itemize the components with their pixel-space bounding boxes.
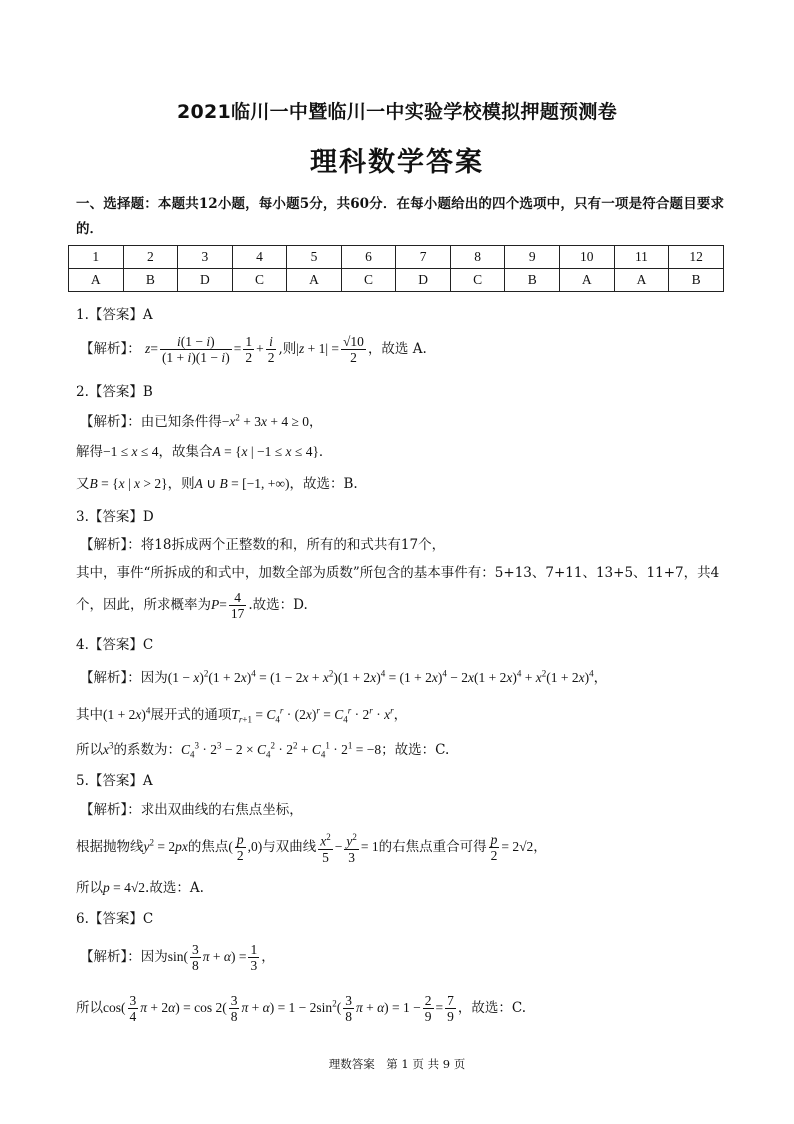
math-fraction: $\frac{3}{8}$ xyxy=(230,993,238,1024)
q2-answer: 2.【答案】B xyxy=(76,384,153,400)
math-expr: $(1 + 2x)^4$ xyxy=(103,705,151,722)
q2-line2: 解得−1 ≤ x ≤ 4，故集合A = {x | −1 ≤ x ≤ 4}． xyxy=(76,444,333,460)
table-cell: 8 xyxy=(450,246,505,269)
table-cell: B xyxy=(123,269,178,292)
math-expr: $y^2 = 2px$ xyxy=(143,837,188,854)
table-cell: C xyxy=(450,269,505,292)
table-cell: A xyxy=(287,269,342,292)
math-expr: $-x^2 + 3x + 4 \ge 0$ xyxy=(221,412,310,429)
q5-line1: 【解析】：求出双曲线的右焦点坐标， xyxy=(80,802,303,818)
q5-line3: 所以p = 4√2.故选：A. xyxy=(76,880,204,896)
q6-line2: 所以cos( $\frac{3}{4}$ π + 2α) = cos 2( $\frac{3}{8}$ $\pi + \alpha) = 1 - 2\sin^2$( $\frac{3}{8}$ π + α) = 1 − $\frac{2}{9}$ = $\frac{7}{9}$ ，故选：C. xyxy=(76,993,527,1024)
q2-line3: 又B = {x | x > 2}，则A ∪ B = [−1, +∞)，故选：B. xyxy=(76,476,358,492)
math-fraction: $\frac{3}{4}$ xyxy=(129,993,137,1024)
math-expr: −1 ≤ x ≤ 4 xyxy=(103,444,159,459)
q1-answer: 1.【答案】A xyxy=(76,307,153,323)
answer-table-answers-row xyxy=(69,269,724,292)
math-expr: A ∪ B = [−1, +∞) xyxy=(194,476,290,491)
q2-line1: 【解析】：由已知条件得$-x^2 + 3x + 4 \ge 0$， xyxy=(80,412,323,430)
table-cell: 5 xyxy=(287,246,342,269)
table-cell: 10 xyxy=(559,246,614,269)
math-fraction: $\frac{4}{17}$ xyxy=(230,590,245,621)
q3-line3: 个，因此，所求概率为P= $\frac{4}{17}$ .故选：D. xyxy=(76,590,308,621)
q1-label: 【解析】： xyxy=(80,341,141,357)
math-fraction: $\frac{p}{2}$ xyxy=(490,831,498,863)
table-cell: 4 xyxy=(232,246,287,269)
q5-answer: 5.【答案】A xyxy=(76,773,153,789)
table-cell: B xyxy=(669,269,724,292)
q6-answer: 6.【答案】C xyxy=(76,911,154,927)
table-cell: 12 xyxy=(669,246,724,269)
table-cell: 11 xyxy=(614,246,669,269)
math-fraction: $\frac{2}{9}$ xyxy=(424,993,432,1024)
math-fraction: $\frac{√10}{2}$ xyxy=(343,334,364,365)
table-cell: 1 xyxy=(69,246,124,269)
table-cell: D xyxy=(178,269,233,292)
math-fraction: $\frac{3}{8}$ xyxy=(192,942,199,973)
math-expr: $x^3$ xyxy=(103,740,114,757)
math-expr: z xyxy=(145,341,151,356)
math-fraction: $\frac{i}{2}$ xyxy=(267,334,275,365)
answer-table-numbers-row xyxy=(69,246,724,269)
math-fraction: $\frac{p}{2}$ xyxy=(236,831,244,863)
math-fraction: $\frac{1}{3}$ xyxy=(250,942,258,973)
table-cell: 7 xyxy=(396,246,451,269)
table-cell: A xyxy=(614,269,669,292)
table-cell: D xyxy=(396,269,451,292)
page-footer: 理数答案 第 1 页 共 9 页 xyxy=(328,1057,466,1071)
table-cell: A xyxy=(69,269,124,292)
document-title: 2021临川一中暨临川一中实验学校模拟押题预测卷 xyxy=(176,101,618,123)
math-expr: $C_4^3 \cdot 2^3 - 2 \times C_4^2 \cdot 2^2 + C_4^1 \cdot 2^1 = -8$ xyxy=(181,740,382,760)
table-cell: C xyxy=(341,269,396,292)
q5-line2: 根据抛物线$y^2 = 2px$的焦点( $\frac{p}{2}$ ,0)与双曲线 $\frac{x^2}{5}$ − $\frac{y^2}{3}$ = 1的右焦点重合可得 $\frac{p}{2}$ = 2√2， xyxy=(76,831,547,865)
table-cell: 2 xyxy=(123,246,178,269)
math-fraction: $\frac{3}{8}$ xyxy=(345,993,352,1024)
math-expr: $(1 - x)^2(1 + 2x)^4 = (1 - 2x + x^2)(1 + 2x)^4 = (1 + 2x)^4 - 2x(1 + 2x)^4 + x^2(1 + 2x)^4$ xyxy=(167,668,594,685)
q6-line1: 【解析】：因为sin( $\frac{3}{8}$ π + α) = $\frac{1}{3}$ ， xyxy=(80,942,275,973)
math-fraction: $\frac{1}{2}$ xyxy=(245,334,253,365)
math-expr: $T_{r+1} = C_4^r \cdot (2x)^r = C_4^r \cdot 2^r \cdot x^r$ xyxy=(231,705,394,725)
q3-line1: 【解析】：将18拆成两个正整数的和，所有的和式共有17个， xyxy=(80,537,446,553)
q4-line3: 所以$x^3$的系数为：$C_4^3 \cdot 2^3 - 2 \times C_4^2 \cdot 2^2 + C_4^1 \cdot 2^1 = -8$；故选：C. xyxy=(76,740,450,760)
math-expr: A = {x | −1 ≤ x ≤ 4} xyxy=(212,444,319,459)
math-fraction: $\frac{y^2}{3}$ xyxy=(346,832,357,865)
q3-line2: 其中，事件“所拆成的和式中，加数全部为质数”所包含的基本事件有：5+13、7+11、13+5、11+7，共4 xyxy=(76,565,720,581)
table-cell: 9 xyxy=(505,246,560,269)
q1-solution: 【解析】： z= $\frac{i(1 - i)}{(1 + i)(1 - i)}$ = $\frac{1}{2}$ + $\frac{i}{2}$ ,则|z + 1| = $\frac{√10}{2}$ ，故选 A. xyxy=(80,334,427,365)
answer-table xyxy=(68,245,724,292)
q4-line2: 其中$(1 + 2x)^4$展开式的通项$T_{r+1} = C_4^r \cdot (2x)^r = C_4^r \cdot 2^r \cdot x^r$， xyxy=(76,705,408,725)
table-cell: A xyxy=(559,269,614,292)
table-cell: 6 xyxy=(341,246,396,269)
math-expr: p = 4√2 xyxy=(103,880,146,895)
q4-line1: 【解析】：因为$(1 - x)^2(1 + 2x)^4 = (1 - 2x + x^2)(1 + 2x)^4 = (1 + 2x)^4 - 2x(1 + 2x)^4 + x^2(1 + 2x)^4$， xyxy=(80,668,608,686)
math-fraction: $\frac{7}{9}$ xyxy=(447,993,454,1024)
q3-answer: 3.【答案】D xyxy=(76,509,154,525)
table-cell: C xyxy=(232,269,287,292)
q4-answer: 4.【答案】C xyxy=(76,637,154,653)
math-fraction: $\frac{x^2}{5}$ xyxy=(320,832,331,865)
section-intro: 一、选择题：本题共12小题，每小题5分，共60分．在每小题给出的四个选项中，只有一项是符合题目要求的． xyxy=(76,196,724,237)
document-subtitle: 理科数学答案 xyxy=(310,147,484,178)
table-cell: B xyxy=(505,269,560,292)
math-expr: B = {x | x > 2} xyxy=(89,476,168,491)
table-cell: 3 xyxy=(178,246,233,269)
math-fraction: $\frac{i(1 - i)}{(1 + i)(1 - i)}$ xyxy=(161,334,230,365)
